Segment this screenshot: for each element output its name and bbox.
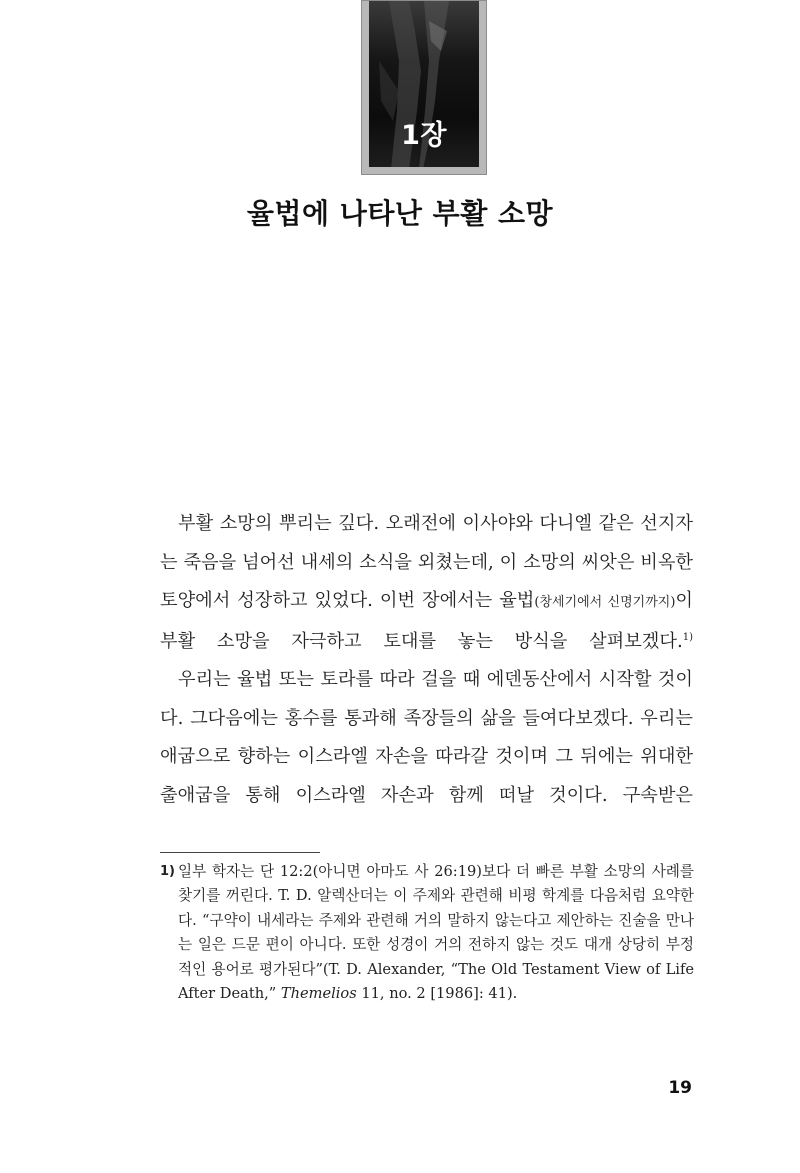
paragraph-1: 부활 소망의 뿌리는 깊다. 오래전에 이사야와 다니엘 같은 선지자는 죽음을 넘어선 내세의 소식을 외쳤는데, 이 소망의 씨앗은 비옥한 토양에서 성장하고 있었다. 이번 장에서는 율법(창세기에서 신명기까지)이 부활 소망을 자극하고 토대를 놓는 방식을 살펴보겠다.$^{1)}$: [160, 513, 693, 652]
page-number: 19: [668, 1078, 692, 1098]
paragraph-2: 우리는 율법 또는 토라를 따라 걸을 때 에덴동산에서 시작할 것이다. 그다음에는 홍수를 통과해 족장들의 삶을 들여다보겠다. 우리는 애굽으로 향하는 이스라엘 자손을 따라갈 것이며 그 뒤에는 위대한 출애굽을 통해 이스라엘 자손과 함께 떠날 것이다. 구속받은: [160, 669, 693, 806]
chapter-banner: [361, 0, 487, 175]
footnote-text: 일부 학자는 단 12:2(아니면 아마도 사 26:19)보다 더 빠른 부활 소망의 사례를 찾기를 꺼린다. T. D. 알렉산더는 이 주제와 관련해 비평 학계를 다음처럼 요약한다. “구약이 내세라는 주제와 관련해 거의 말하지 않는다고 제안하는 진술을 만나는 일은 드문 편이 아니다. 또한 성경이 거의 전하지 않는 것도 대개 상당히 부정적인 용어로 평가된다”(T. D. Alexander, “The Old Testament View of Life After Death,” Themelios 11, no. 2 [1986]: 41).: [178, 863, 694, 1003]
journal-title: Themelios: [280, 985, 357, 1003]
chapter-banner-photo: [369, 1, 479, 167]
footnote-divider: [160, 852, 320, 853]
chapter-title: 율법에 나타난 부활 소망: [246, 197, 554, 230]
footnote-number: 1): [160, 864, 175, 879]
chapter-label: 1장: [401, 120, 447, 151]
footnote: [160, 860, 694, 1006]
body-text: [160, 505, 693, 815]
footnote-ref[interactable]: 1): [682, 631, 693, 643]
paren-note: (창세기에서 신명기까지): [534, 595, 676, 610]
